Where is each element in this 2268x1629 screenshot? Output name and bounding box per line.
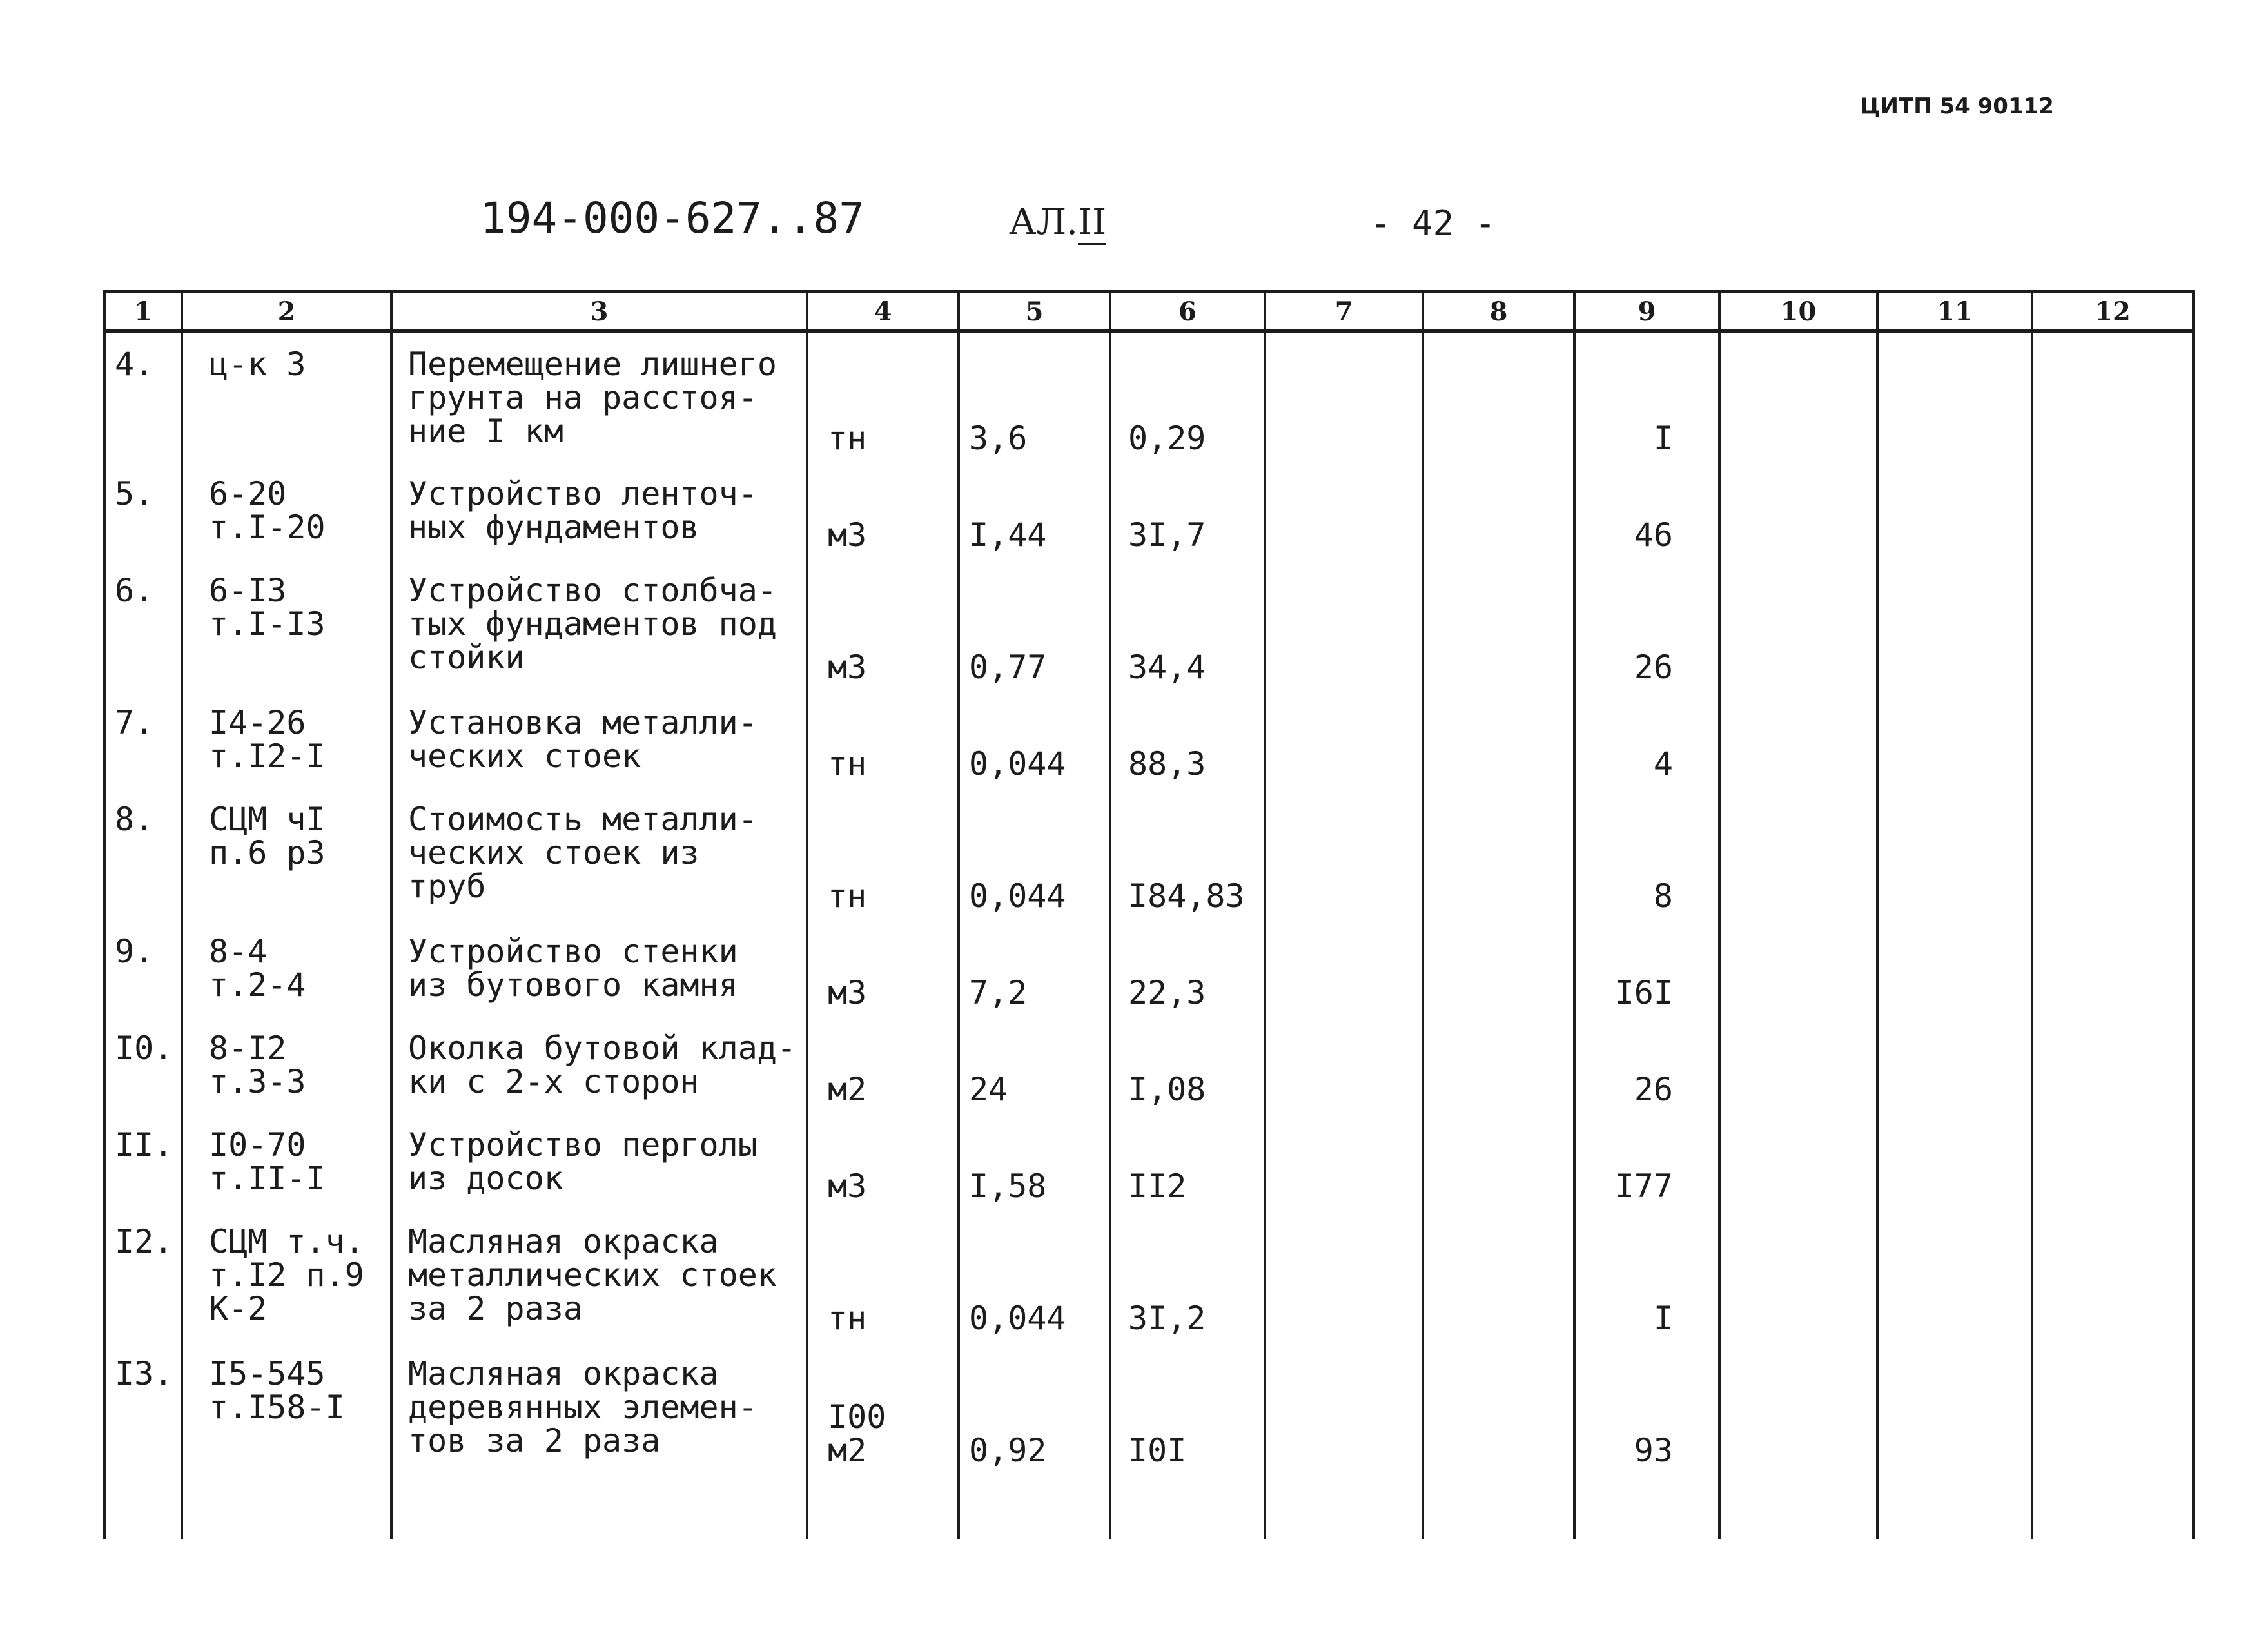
norm-code: 6-I3 т.I-I3 bbox=[182, 560, 391, 692]
work-description: Устройство стенки из бутового камня bbox=[391, 921, 807, 1017]
work-description: Масляная окраска металлических стоек за 2 раза bbox=[391, 1211, 807, 1343]
work-description: Установка металли- ческих стоек bbox=[391, 692, 807, 788]
col-header-4: 4 bbox=[807, 292, 959, 332]
total-cost: 26 bbox=[1574, 1017, 1719, 1114]
sheet-roman: II bbox=[1078, 201, 1106, 245]
col-header-3: 3 bbox=[391, 292, 807, 332]
work-description: Перемещение лишнего грунта на расстоя- ние I км bbox=[391, 331, 807, 463]
unit: тн bbox=[807, 331, 959, 463]
unit-cost: I,08 bbox=[1110, 1017, 1265, 1114]
col-header-6: 6 bbox=[1110, 292, 1265, 332]
row-number: I3. bbox=[104, 1343, 182, 1475]
quantity: 0,92 bbox=[959, 1343, 1110, 1475]
unit-cost: 3I,7 bbox=[1110, 463, 1265, 560]
col-header-7: 7 bbox=[1265, 292, 1423, 332]
quantity: 24 bbox=[959, 1017, 1110, 1114]
quantity: I,44 bbox=[959, 463, 1110, 560]
unit: м2 bbox=[807, 1017, 959, 1114]
work-description: Устройство перголы из досок bbox=[391, 1114, 807, 1211]
row-number: 6. bbox=[104, 560, 182, 692]
unit: тн bbox=[807, 692, 959, 788]
table-row bbox=[104, 692, 2193, 788]
total-cost: 93 bbox=[1574, 1343, 1719, 1475]
unit-cost: 88,3 bbox=[1110, 692, 1265, 788]
row-number: 9. bbox=[104, 921, 182, 1017]
document-number: 194-000-627..87 bbox=[480, 193, 865, 243]
row-number: 5. bbox=[104, 463, 182, 560]
norm-code: 8-4 т.2-4 bbox=[182, 921, 391, 1017]
page-number: - 42 - bbox=[1370, 203, 1496, 244]
unit: м3 bbox=[807, 560, 959, 692]
estimate-table bbox=[103, 290, 2195, 1539]
norm-code: СЦМ чI п.6 р3 bbox=[182, 788, 391, 921]
unit-cost: 0,29 bbox=[1110, 331, 1265, 463]
total-cost: I77 bbox=[1574, 1114, 1719, 1211]
table-row bbox=[104, 560, 2193, 692]
total-cost: 8 bbox=[1574, 788, 1719, 921]
total-cost: 46 bbox=[1574, 463, 1719, 560]
quantity: 0,044 bbox=[959, 788, 1110, 921]
work-description: Масляная окраска деревянных элемен- тов за 2 раза bbox=[391, 1343, 807, 1475]
norm-code: 6-20 т.I-20 bbox=[182, 463, 391, 560]
total-cost: I bbox=[1574, 331, 1719, 463]
table-row bbox=[104, 463, 2193, 560]
unit: I00 м2 bbox=[807, 1343, 959, 1475]
table-row bbox=[104, 1114, 2193, 1211]
total-cost: I6I bbox=[1574, 921, 1719, 1017]
row-number: II. bbox=[104, 1114, 182, 1211]
col-header-10: 10 bbox=[1719, 292, 1877, 332]
col-header-1: 1 bbox=[104, 292, 182, 332]
quantity: 7,2 bbox=[959, 921, 1110, 1017]
row-number: 7. bbox=[104, 692, 182, 788]
table-filler-row bbox=[104, 1475, 2193, 1539]
norm-code: СЦМ т.ч. т.I2 п.9 К-2 bbox=[182, 1211, 391, 1343]
unit-cost: I84,83 bbox=[1110, 788, 1265, 921]
work-description: Околка бутовой клад- ки с 2-х сторон bbox=[391, 1017, 807, 1114]
col-header-2: 2 bbox=[182, 292, 391, 332]
row-number: 4. bbox=[104, 331, 182, 463]
row-number: I2. bbox=[104, 1211, 182, 1343]
unit: тн bbox=[807, 1211, 959, 1343]
norm-code: I5-545 т.I58-I bbox=[182, 1343, 391, 1475]
table-row bbox=[104, 1017, 2193, 1114]
sheet-prefix: АЛ. bbox=[1009, 201, 1078, 243]
col-header-9: 9 bbox=[1574, 292, 1719, 332]
document-stamp: ЦИТП 54 90112 bbox=[1860, 93, 2054, 119]
row-number: 8. bbox=[104, 788, 182, 921]
quantity: 0,044 bbox=[959, 692, 1110, 788]
table-row bbox=[104, 788, 2193, 921]
table-row bbox=[104, 1343, 2193, 1475]
col-header-12: 12 bbox=[2032, 292, 2193, 332]
col-header-5: 5 bbox=[959, 292, 1110, 332]
norm-code: I0-70 т.II-I bbox=[182, 1114, 391, 1211]
col-header-11: 11 bbox=[1877, 292, 2032, 332]
quantity: I,58 bbox=[959, 1114, 1110, 1211]
work-description: Устройство ленточ- ных фундаментов bbox=[391, 463, 807, 560]
table-row bbox=[104, 331, 2193, 463]
norm-code: ц-к 3 bbox=[182, 331, 391, 463]
column-header-row bbox=[104, 292, 2193, 332]
unit-cost: 22,3 bbox=[1110, 921, 1265, 1017]
unit: м3 bbox=[807, 463, 959, 560]
work-description: Стоимость металли- ческих стоек из труб bbox=[391, 788, 807, 921]
unit: м3 bbox=[807, 1114, 959, 1211]
table-row bbox=[104, 1211, 2193, 1343]
norm-code: 8-I2 т.3-3 bbox=[182, 1017, 391, 1114]
total-cost: I bbox=[1574, 1211, 1719, 1343]
col-header-8: 8 bbox=[1423, 292, 1574, 332]
unit-cost: 34,4 bbox=[1110, 560, 1265, 692]
row-number: I0. bbox=[104, 1017, 182, 1114]
sheet-label bbox=[1009, 201, 1106, 243]
quantity: 3,6 bbox=[959, 331, 1110, 463]
work-description: Устройство столбча- тых фундаментов под стойки bbox=[391, 560, 807, 692]
unit: тн bbox=[807, 788, 959, 921]
quantity: 0,77 bbox=[959, 560, 1110, 692]
table-row bbox=[104, 921, 2193, 1017]
total-cost: 26 bbox=[1574, 560, 1719, 692]
unit-cost: II2 bbox=[1110, 1114, 1265, 1211]
unit-cost: I0I bbox=[1110, 1343, 1265, 1475]
quantity: 0,044 bbox=[959, 1211, 1110, 1343]
total-cost: 4 bbox=[1574, 692, 1719, 788]
unit: м3 bbox=[807, 921, 959, 1017]
unit-cost: 3I,2 bbox=[1110, 1211, 1265, 1343]
norm-code: I4-26 т.I2-I bbox=[182, 692, 391, 788]
